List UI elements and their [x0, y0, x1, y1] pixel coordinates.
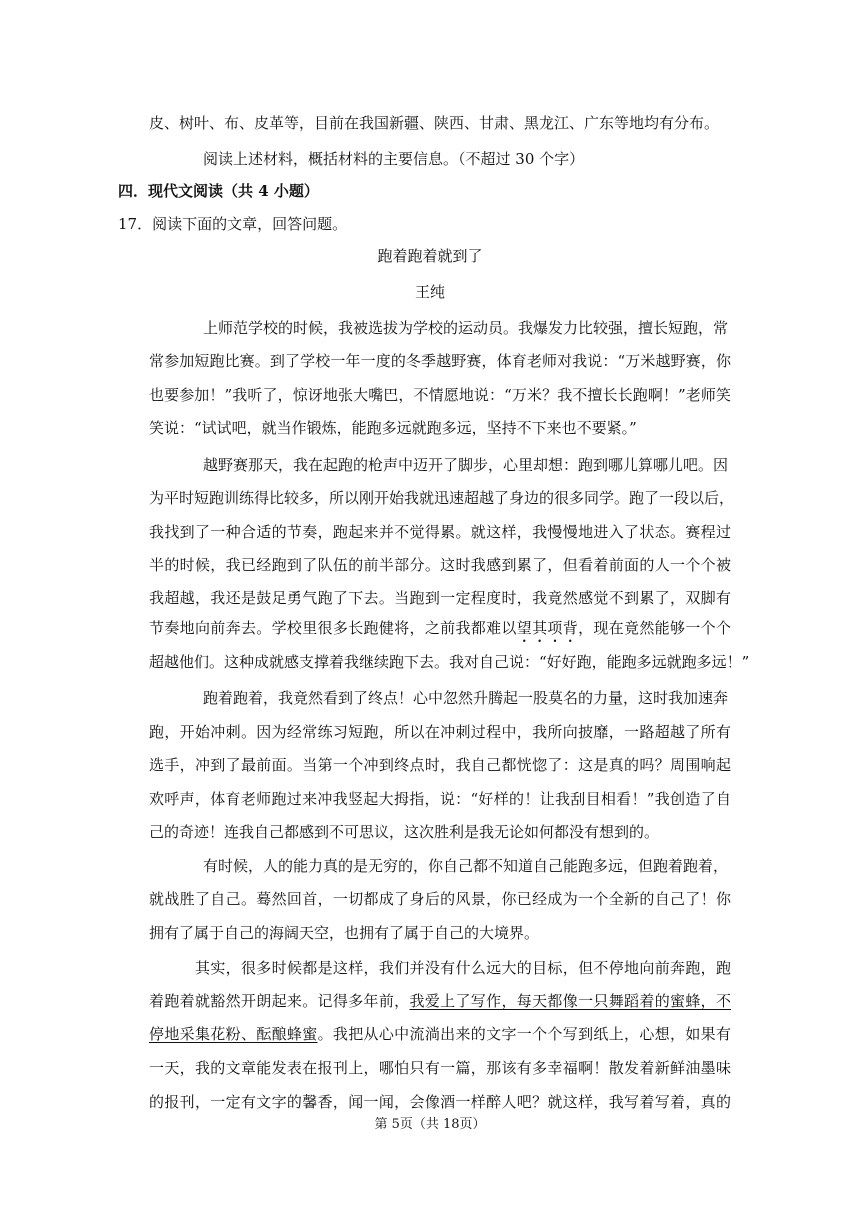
paragraph-line: 着跑着就豁然开朗起来。记得多年前，我爱上了写作，每天都像一只舞蹈着的蜜蜂，不 — [149, 992, 731, 1010]
paragraph-line: 也要参加！”我听了，惊讶地张大嘴巴，不情愿地说：“万米？我不擅长长跑啊！”老师笑 — [149, 386, 731, 404]
page-number: 第 5页（共 18页） — [374, 1117, 486, 1132]
paragraph-line: 停地采集花粉、酝酿蜂蜜。我把从心中流淌出来的文字一个个写到纸上，心想，如果有 — [149, 1025, 731, 1043]
paragraph-line: 拥有了属于自己的海阔天空，也拥有了属于自己的大境界。 — [149, 924, 540, 942]
underlined-sentence: 我爱上了写作，每天都像一只舞蹈着的蜜蜂，不 — [409, 992, 731, 1010]
paragraph-line: 超越他们。这种成就感支撑着我继续跑下去。我对自己说：“好好跑，能跑多远就跑多远！” — [149, 653, 750, 671]
underlined-sentence: 停地采集花粉、酝酿蜂蜜 — [149, 1025, 318, 1043]
paragraph-line: 就战胜了自己。蓦然回首，一切都成了身后的风景，你已经成为一个全新的自己了！你 — [149, 890, 731, 908]
paragraph-line: 笑说：“试试吧，就当作锻炼，能跑多远就跑多远，坚持不下来也不要紧。” — [149, 419, 637, 437]
paragraph-line: 为平时短跑训练得比较多，所以刚开始我就迅速超越了身边的很多同学。跑了一段以后， — [149, 489, 735, 507]
article-author: 王纯 — [414, 283, 445, 301]
emphasized-phrase: 望其项背 — [516, 619, 579, 637]
paragraph-line: 常参加短跑比赛。到了学校一年一度的冬季越野赛，体育老师对我说：“万米越野赛，你 — [149, 352, 731, 370]
article-title: 跑着跑着就到了 — [377, 247, 483, 265]
paragraph-line: 我超越，我还是鼓足勇气跑了下去。当跑到一定程度时，我竟然感觉不到累了，双脚有 — [149, 589, 731, 607]
paragraph-line: 欢呼声，体育老师跑过来冲我竖起大拇指，说：“好样的！让我刮目相看！”我创造了自 — [149, 790, 731, 808]
intro-text: 皮、树叶、布、皮革等，目前在我国新疆、陕西、甘肃、黑龙江、广东等地均有分布。 — [149, 114, 720, 132]
instruction-text: 阅读上述材料，概括材料的主要信息。（不超过 30 个字） — [203, 150, 585, 168]
paragraph-line: 半的时候，我已经跑到了队伍的前半部分。这时我感到累了，但看着前面的人一个个被 — [149, 556, 731, 574]
paragraph-line: 己的奇迹！连我自己都感到不可思议，这次胜利是我无论如何都没有想到的。 — [149, 823, 660, 841]
paragraph-line: 我找到了一种合适的节奏，跑起来并不觉得累。就这样，我慢慢地进入了状态。赛程过 — [149, 523, 731, 541]
paragraph-line: 选手，冲到了最前面。当第一个冲到终点时，我自己都恍惚了：这是真的吗？周围响起 — [149, 756, 731, 774]
paragraph-line: 的报刊，一定有文字的馨香，闻一闻，会像酒一样醉人吧？就这样，我写着写着，真的 — [149, 1093, 731, 1111]
paragraph-line: 节奏地向前奔去。学校里很多长跑健将，之前我都难以望其项背，现在竟然能够一个个 — [149, 619, 731, 637]
paragraph-line: 跑，开始冲刺。因为经常练习短跑，所以在冲刺过程中，我所向披靡，一路超越了所有 — [149, 723, 731, 741]
paragraph-line: 一天，我的文章能发表在报刊上，哪怕只有一篇，那该有多幸福啊！散发着新鲜油墨味 — [149, 1059, 731, 1077]
